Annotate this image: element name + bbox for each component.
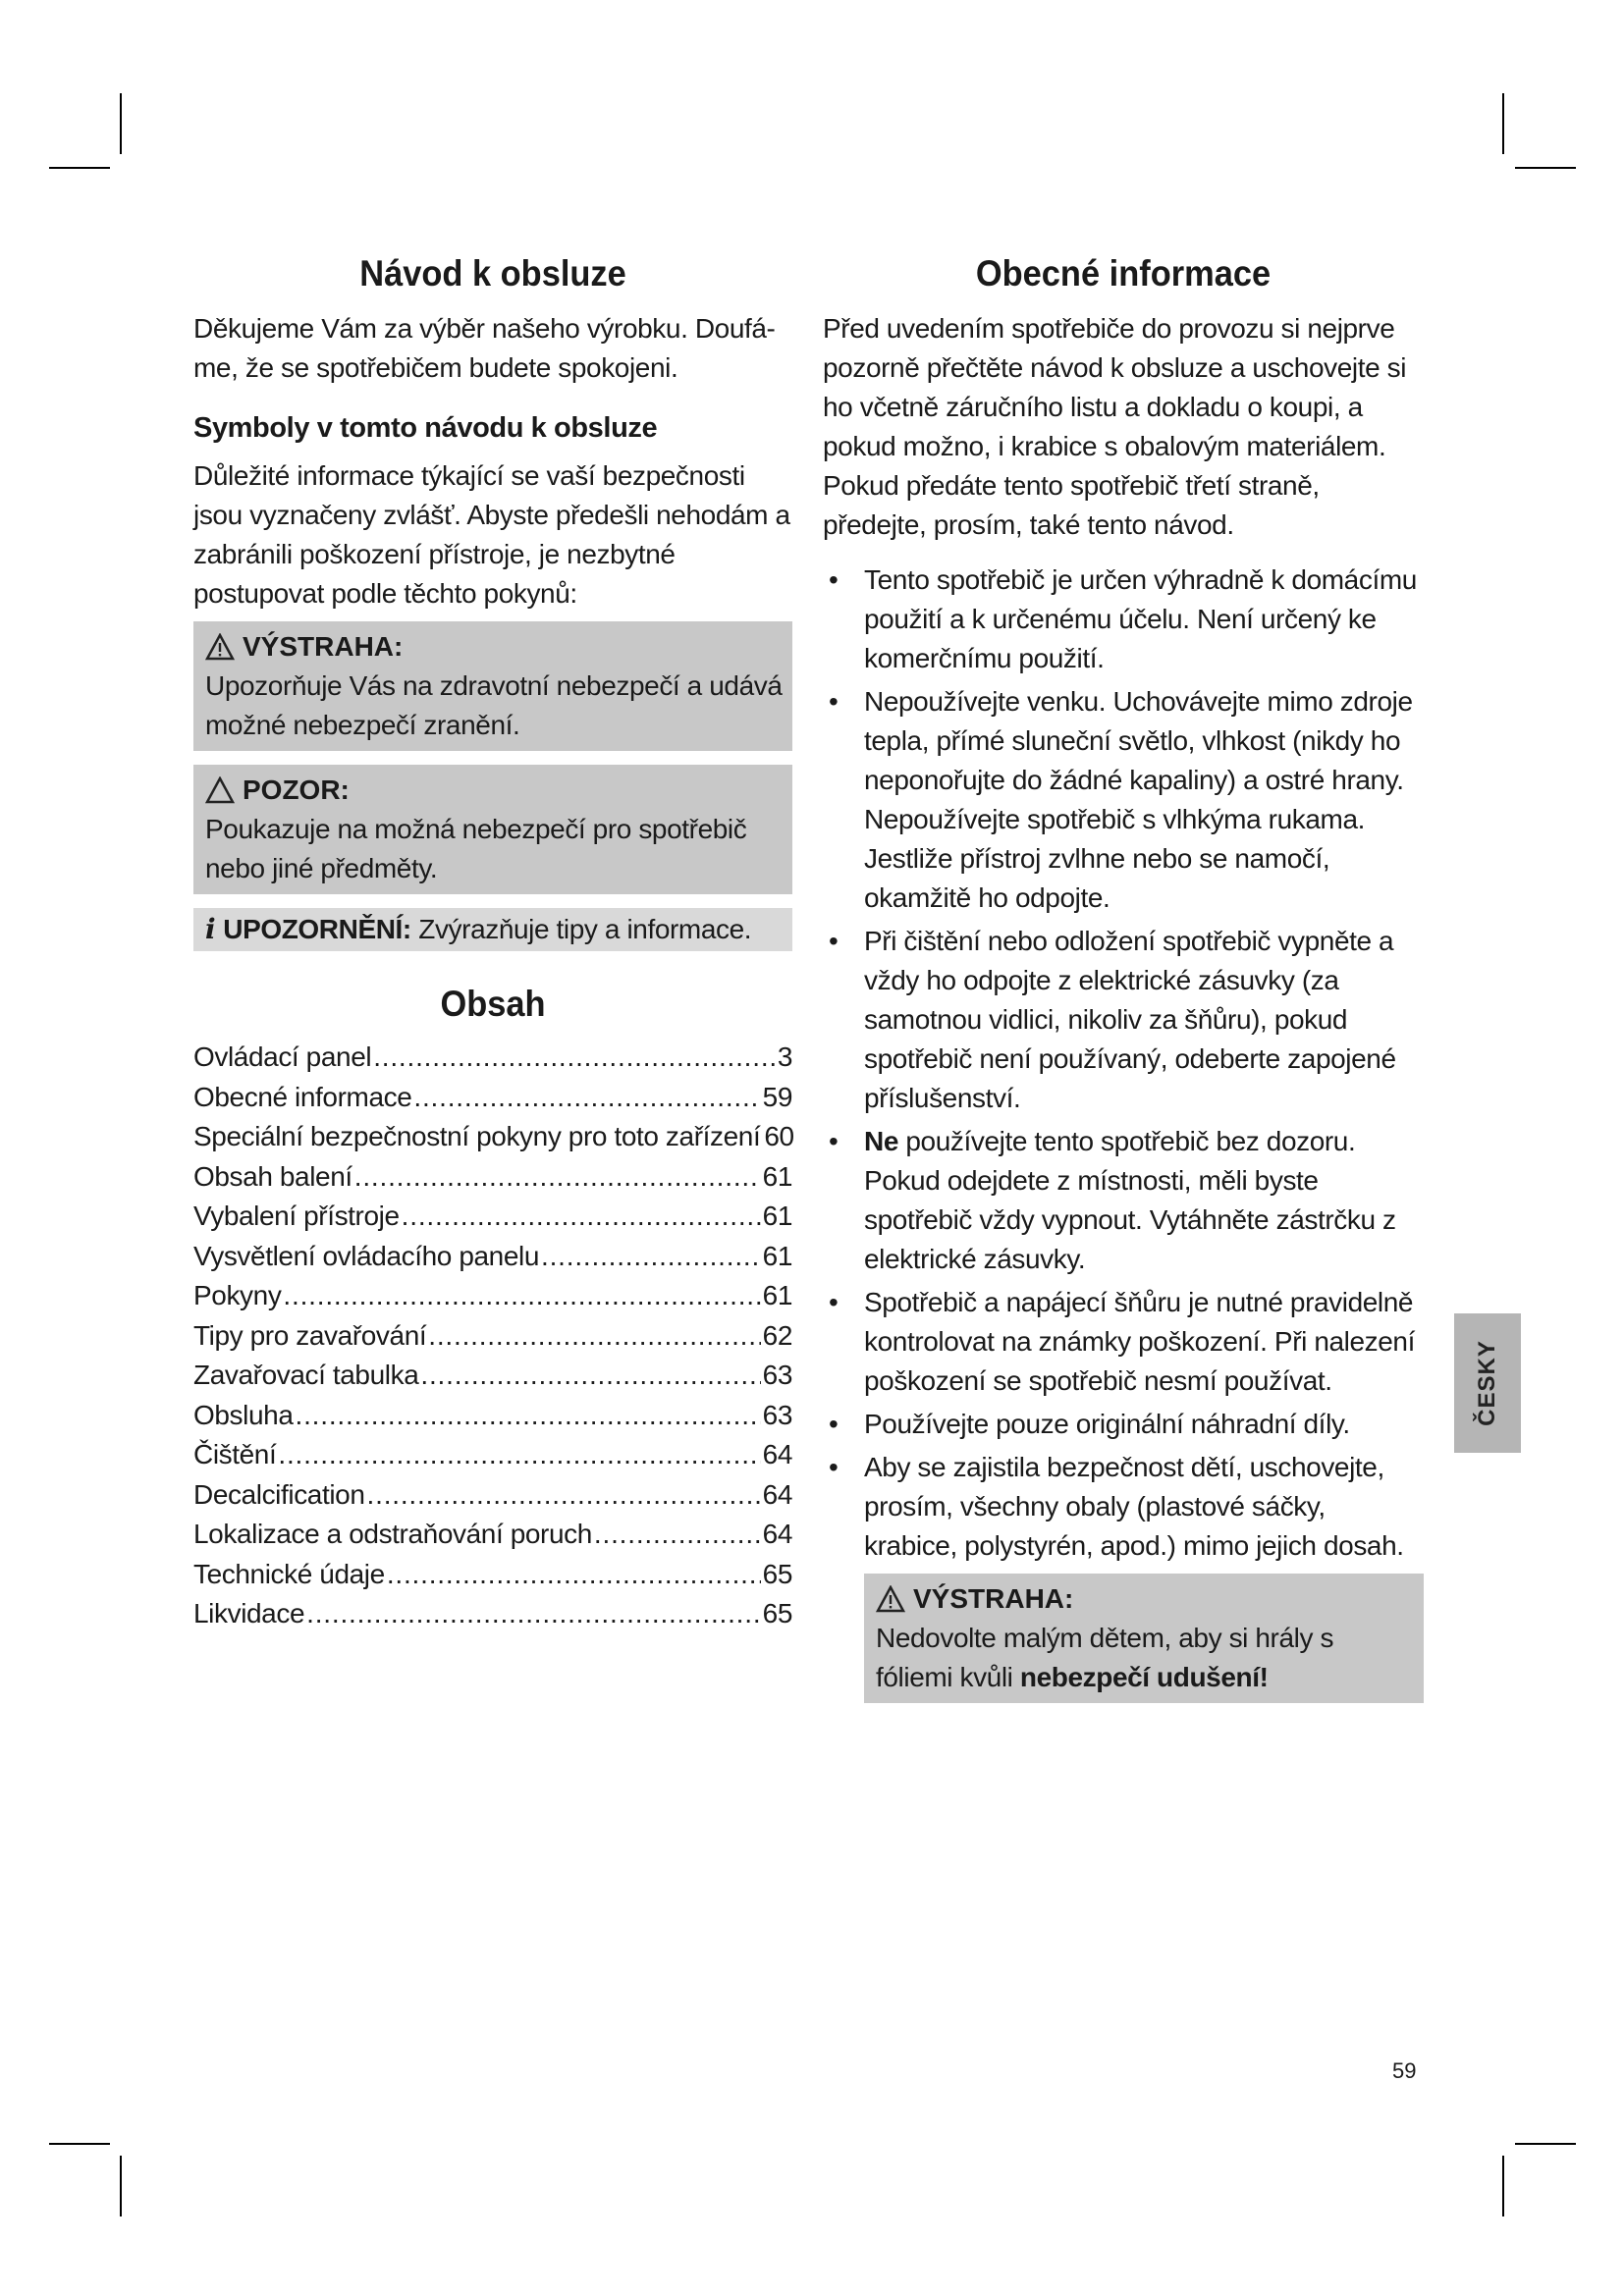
warning-text: Upozorňuje Vás na zdravotní nebezpečí a udává možné nebezpečí zranění. [205,670,783,740]
intro-text: Děkujeme Vám za výběr našeho výrobku. Doufá-me, že se spotřebičem budete spokojeni. [193,313,776,383]
warning-text: Nedovolte malým dětem, aby si hrály s fóliemi kvůli [876,1623,1334,1692]
crop-mark [1515,2143,1576,2145]
list-item [823,1405,1424,1444]
warning-strong-text: nebezpečí udušení! [1019,1662,1269,1692]
crop-mark [1502,93,1504,154]
caution-box [193,765,792,894]
toc-entry-page: 61 [762,1201,792,1231]
language-tab [1454,1313,1521,1453]
list-item-lead: Ne [864,1126,898,1156]
toc-entry [193,1475,792,1516]
language-tab-label: ČESKY [1474,1340,1500,1426]
page-number: 59 [1392,2058,1417,2083]
general-intro: Před uvedením spotřebiče do provozu si nejprve pozorně přečtěte návod k obsluze a uschovejte si ho včetně záručního listu a dokladu o koupi, a pokud možno, i krabice s obalovým materiálem. Pokud předáte tento spotřebič třetí straně, předejte, prosím, také tento návod. [823,313,1407,540]
left-column [193,250,792,1634]
toc-leader-dots [420,1356,760,1396]
toc-entry-label: Obsluha [193,1399,294,1430]
toc-entry-label: Vybalení přístroje [193,1201,400,1231]
toc-entry-page: 64 [762,1439,792,1469]
toc-entry-page: 63 [762,1399,792,1430]
crop-mark [120,2156,122,2216]
list-item [823,682,1424,918]
toc-entry-page: 3 [777,1041,792,1072]
toc-entry-page: 60 [764,1121,794,1151]
list-item-text: Aby se zajistila bezpečnost dětí, uschovejte, prosím, všechny obaly (plastové sáčky, krabice, polystyrén, apod.) mimo jejich dosah. [864,1452,1404,1561]
toc-entry [193,1197,792,1237]
toc-entry-page: 63 [762,1360,792,1390]
list-item [823,1122,1424,1279]
toc-entry [193,1396,792,1436]
note-box [193,908,792,951]
toc-entry-page: 65 [762,1598,792,1629]
list-item-text: používejte tento spotřebič bez dozoru. Pokud odejdete z místnosti, měli byste spotřebič vždy vypnout. Vytáhněte zástrčku z elektrické zásuvky. [864,1126,1396,1274]
toc-leader-dots [283,1276,760,1316]
toc-entry-label: Obsah balení [193,1160,352,1192]
toc-entry [193,1435,792,1475]
toc-entry-label: Obecné informace [193,1081,412,1112]
caution-text: Poukazuje na možná nebezpečí pro spotřebič nebo jiné předměty. [205,814,747,883]
toc-leader-dots [387,1555,761,1595]
safety-list [823,561,1424,1566]
toc-entry [193,1356,792,1396]
toc-entry-label: Zavařovací tabulka [193,1360,419,1390]
list-item-text: Používejte pouze originální náhradní díly. [864,1409,1350,1439]
toc-entry-page: 64 [762,1478,792,1510]
toc-title: Obsah [440,984,546,1024]
list-item [823,561,1424,678]
toc-entry-label: Likvidace [193,1598,305,1629]
crop-mark [49,2143,110,2145]
toc-entry-page: 61 [762,1280,792,1310]
toc-entry-page: 61 [762,1240,792,1271]
toc-leader-dots [413,1078,760,1118]
toc-entry [193,1038,792,1078]
toc-entry-label: Ovládací panel [193,1041,372,1072]
note-text: Zvýrazňuje tipy a informace. [410,914,752,944]
right-column [823,250,1424,1717]
toc-entry [193,1276,792,1316]
list-item-text: Nepoužívejte venku. Uchovávejte mimo zdroje tepla, přímé sluneční světlo, vlhkost (nikdy ho neponořujte do žádné kapaliny) a ostré hrany. Nepoužívejte spotřebič s vlhkýma rukama. Jestliže přístroj zvlhne nebo se namočí, okamžitě ho odpojte. [864,686,1413,913]
toc-entry-page: 65 [762,1558,792,1589]
toc-entry [193,1555,792,1595]
toc-entry [193,1316,792,1357]
toc-entry-page: 62 [762,1319,792,1351]
toc-leader-dots [541,1237,761,1277]
page-title: Návod k obsluze [359,253,626,294]
warning-title: VÝSTRAHA: [913,1583,1074,1614]
note-lead: UPOZORNĚNÍ: [223,914,411,944]
toc-leader-dots [306,1594,761,1634]
toc-entry [193,1078,792,1118]
table-of-contents [193,1038,792,1634]
toc-leader-dots [594,1515,761,1555]
toc-entry-label: Tipy pro zavařování [193,1319,427,1351]
toc-leader-dots [367,1475,761,1516]
toc-entry [193,1594,792,1634]
toc-entry [193,1237,792,1277]
list-item [823,1283,1424,1401]
list-item-text: Při čištění nebo odložení spotřebič vypněte a vždy ho odpojte z elektrické zásuvky (za samotnou vidlici, nikoliv za šňůru), pokud spotřebič není používaný, odeberte zapojené příslušenství. [864,926,1396,1113]
symbols-heading: Symboly v tomto návodu k obsluze [193,412,658,444]
crop-mark [1515,167,1576,169]
toc-entry-label: Lokalizace a odstraňování poruch [193,1519,592,1549]
info-icon: i [205,913,216,945]
toc-leader-dots [354,1157,761,1198]
list-item-text: Spotřebič a napájecí šňůru je nutné pravidelně kontrolovat na známky poškození. Při nalezení poškození se spotřebič nesmí používat. [864,1287,1415,1396]
warning-box-children [864,1574,1424,1703]
crop-mark [49,167,110,169]
symbols-text: Důležité informace týkající se vaší bezpečnosti jsou vyznačeny zvlášť. Abyste předešli nehodám a zabránili poškození přístroje, je nezbytné postupovat podle těchto pokynů: [193,460,790,609]
warning-triangle-icon [876,1585,905,1613]
toc-leader-dots [296,1396,761,1436]
list-item-text: Tento spotřebič je určen výhradně k domácímu použití a k určenému účelu. Není určený ke komerčnímu použití. [864,564,1417,673]
toc-entry [193,1515,792,1555]
toc-entry [193,1117,792,1157]
toc-leader-dots [278,1435,760,1475]
toc-leader-dots [402,1197,761,1237]
warning-box [193,621,792,751]
toc-entry-label: Technické údaje [193,1558,385,1589]
toc-entry-page: 59 [762,1081,792,1112]
list-item [823,922,1424,1118]
warning-title: VÝSTRAHA: [243,631,404,662]
toc-leader-dots [428,1316,760,1357]
toc-entry-page: 64 [762,1519,792,1549]
list-item [823,1448,1424,1566]
crop-mark [120,93,122,154]
toc-entry-label: Čištění [193,1439,277,1469]
toc-entry [193,1157,792,1198]
toc-entry-label: Vysvětlení ovládacího panelu [193,1240,540,1271]
toc-entry-label: Pokyny [193,1280,282,1310]
section-title: Obecné informace [975,253,1272,294]
caution-triangle-icon [205,776,235,804]
caution-title: POZOR: [243,774,350,805]
toc-leader-dots [373,1038,776,1078]
crop-mark [1502,2156,1504,2216]
toc-entry-label: Decalcification [193,1478,365,1510]
warning-triangle-icon [205,633,235,661]
toc-entry-page: 61 [762,1160,792,1192]
toc-entry-label: Speciální bezpečnostní pokyny pro toto zařízení [193,1121,761,1151]
